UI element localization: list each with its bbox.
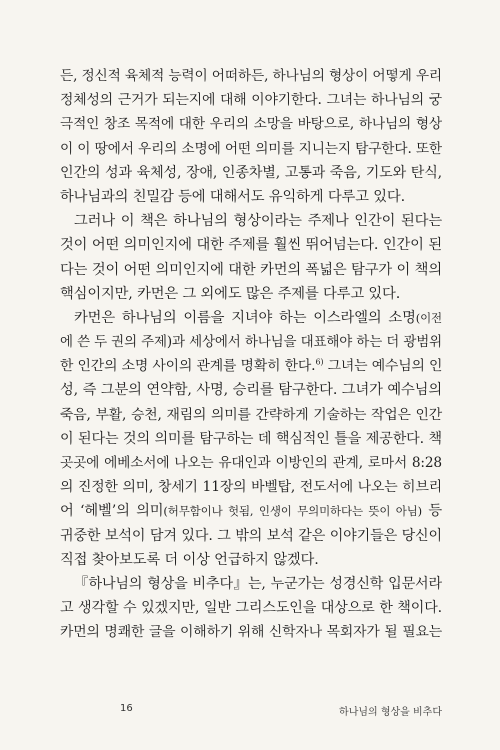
text-line: 의 진정한 의미, 창세기 11장의 바벨탑, 전도서에 나오는 히브리 xyxy=(60,479,442,496)
text-line: 정체성의 근거가 되는지에 대해 이야기한다. 그녀는 하나님의 궁 xyxy=(60,92,442,109)
book-page-body xyxy=(60,64,442,645)
text-segment: 그녀는 예수님의 인 xyxy=(323,358,443,375)
paragraph-1 xyxy=(60,64,442,209)
text-line: 직접 찾아보도록 더 이상 언급하지 않겠다. xyxy=(60,551,319,568)
text-line: 극적인 창조 목적에 대한 우리의 소망을 바탕으로, 하나님의 형상 xyxy=(60,116,442,133)
text-line: 그러나 이 책은 하나님의 형상이라는 주제나 인간이 된다는 xyxy=(74,213,442,230)
text-line: 고 생각할 수 있겠지만, 일반 그리스도인을 대상으로 한 책이다. xyxy=(60,600,442,617)
text-line: 카먼의 명쾌한 글을 이해하기 위해 신학자나 목회자가 될 필요는 xyxy=(60,624,442,641)
text-line: 『하나님의 형상을 비추다』는, 누군가는 성경신학 입문서라 xyxy=(74,575,442,592)
text-line: 다는 것이 어떤 의미인지에 대한 카먼의 폭넓은 탐구가 이 책의 xyxy=(60,261,442,278)
text-line xyxy=(60,499,442,523)
footnote-marker: 6) xyxy=(315,357,324,367)
text-line: 인간의 성과 육체성, 장애, 인종차별, 고통과 죽음, 기도와 탄식, xyxy=(60,164,442,181)
text-line: 것이 어떤 의미인지에 대한 주제를 훨씬 뛰어넘는다. 인간이 된 xyxy=(60,237,442,254)
text-line xyxy=(60,354,442,378)
text-line: 이 이 땅에서 우리의 소명에 어떤 의미를 지니는지 탐구한다. 또한 xyxy=(60,140,442,157)
paragraph-4 xyxy=(60,572,442,645)
text-line: 에 쓴 두 권의 주제)과 세상에서 하나님을 대표해야 하는 더 광범위 xyxy=(60,334,442,351)
text-segment: 카먼은 하나님의 이름을 지녀야 하는 이스라엘의 소명 xyxy=(74,309,416,326)
text-line: 이 된다는 것의 의미를 탐구하는 데 핵심적인 틀을 제공한다. 책 xyxy=(60,430,442,447)
text-line: 곳곳에 에베소서에 나오는 유대인과 이방인의 관계, 로마서 8:28 xyxy=(60,455,442,471)
text-line: 핵심이지만, 카먼은 그 외에도 많은 주제를 다루고 있다. xyxy=(60,285,401,302)
parenthetical-note: (허무함이나 헛됨, 인생이 무의미하다는 뜻이 아님) xyxy=(163,504,422,519)
text-segment: 등 xyxy=(422,503,442,520)
running-title: 하나님의 형상을 비추다 xyxy=(339,707,442,718)
text-line: 죽음, 부활, 승천, 재림의 의미를 간략하게 기술하는 작업은 인간 xyxy=(60,406,442,423)
text-line: 든, 정신적 육체적 능력이 어떠하든, 하나님의 형상이 어떻게 우리 xyxy=(60,68,442,84)
text-line: 하나님과의 친밀감 등에 대해서도 유익하게 다루고 있다. xyxy=(60,188,405,205)
text-segment: 한 인간의 소명 사이의 관계를 명확히 한다. xyxy=(60,358,316,375)
text-line: 성, 즉 그분의 연약함, 사명, 승리를 탐구한다. 그녀가 예수님의 xyxy=(60,382,442,399)
page-footer xyxy=(60,703,442,719)
paragraph-2 xyxy=(60,209,442,306)
text-segment: 어 ‘헤벨’의 의미 xyxy=(60,503,164,520)
page-number: 16 xyxy=(120,703,133,714)
text-line xyxy=(60,306,442,330)
parenthetical-note: (이전 xyxy=(415,310,442,325)
text-line: 귀중한 보석이 담겨 있다. 그 밖의 보석 같은 이야기들은 당신이 xyxy=(60,527,442,544)
paragraph-3 xyxy=(60,306,442,572)
